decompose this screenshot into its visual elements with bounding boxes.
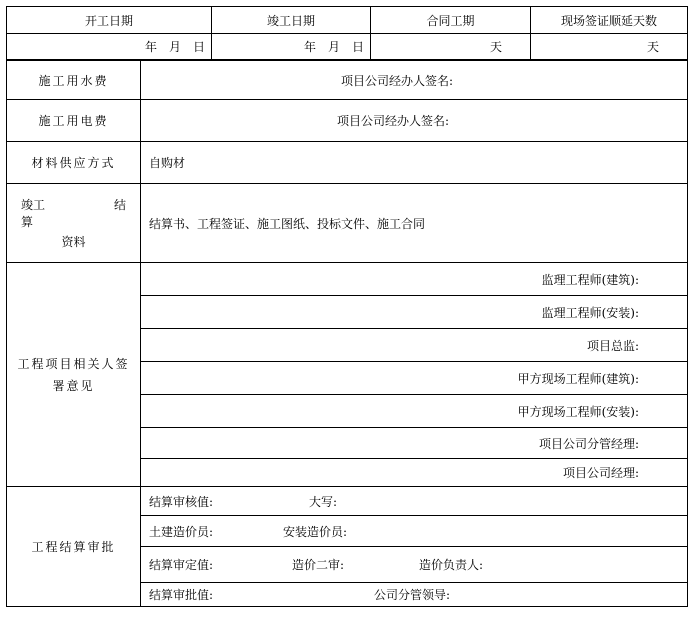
opinion-row[interactable]: 项目公司分管经理: [141,428,688,459]
opinion-row[interactable]: 监理工程师(建筑): [141,263,688,296]
settlement-table [6,60,688,607]
opinion-row[interactable]: 项目公司经理: [141,459,688,487]
audit-value-field[interactable]: 结算审核值: [149,494,214,509]
approval-row-4[interactable] [141,583,688,607]
second-review-field[interactable]: 造价二审: [292,558,345,572]
contract-period-field[interactable]: 天 [371,34,531,60]
opinion-row[interactable]: 甲方现场工程师(建筑): [141,362,688,395]
docs-label-line3: 资料 [61,235,86,249]
completion-docs-value[interactable]: 结算书、工程签证、施工图纸、投标文件、施工合同 [141,184,688,263]
civil-cost-clerk-field[interactable]: 土建造价员: [149,524,214,539]
start-date-header: 开工日期 [7,7,212,34]
opinion-row[interactable]: 甲方现场工程师(安装): [141,395,688,428]
approved-value-field[interactable]: 结算审定值: [149,558,214,572]
material-supply-label: 材料供应方式 [7,142,141,184]
docs-label-right: 结 [113,198,126,212]
start-date-field[interactable]: 年 月 日 [7,34,212,60]
approval-row-1[interactable] [141,487,688,516]
installation-cost-clerk-field[interactable]: 安装造价员: [283,524,348,539]
docs-label-line2: 算 [21,215,34,229]
electricity-fee-signature[interactable]: 项目公司经办人签名: [141,100,688,142]
approval-row-2[interactable] [141,516,688,547]
amount-in-words-field[interactable]: 大写: [309,494,338,509]
final-approval-value-field[interactable]: 结算审批值: [149,588,214,602]
completion-date-field[interactable]: 年 月 日 [212,34,371,60]
opinions-label: 工程项目相关人签署意见 [7,263,141,487]
completion-date-header: 竣工日期 [212,7,371,34]
material-supply-value[interactable]: 自购材 [141,142,688,184]
opinion-row[interactable]: 项目总监: [141,329,688,362]
site-delay-days-field[interactable]: 天 [531,34,688,60]
opinion-row[interactable]: 监理工程师(安装): [141,296,688,329]
site-delay-days-header: 现场签证顺延天数 [531,7,688,34]
dates-table [6,6,688,60]
electricity-fee-label: 施工用电费 [7,100,141,142]
water-fee-signature[interactable]: 项目公司经办人签名: [141,61,688,100]
contract-period-header: 合同工期 [371,7,531,34]
cost-manager-field[interactable]: 造价负责人: [419,558,484,572]
water-fee-label: 施工用水费 [7,61,141,100]
docs-label-left: 竣工 [21,198,46,212]
approval-label: 工程结算审批 [7,487,141,607]
company-leader-field[interactable]: 公司分管领导: [374,588,451,602]
completion-docs-label [7,184,141,263]
approval-row-3[interactable] [141,547,688,583]
